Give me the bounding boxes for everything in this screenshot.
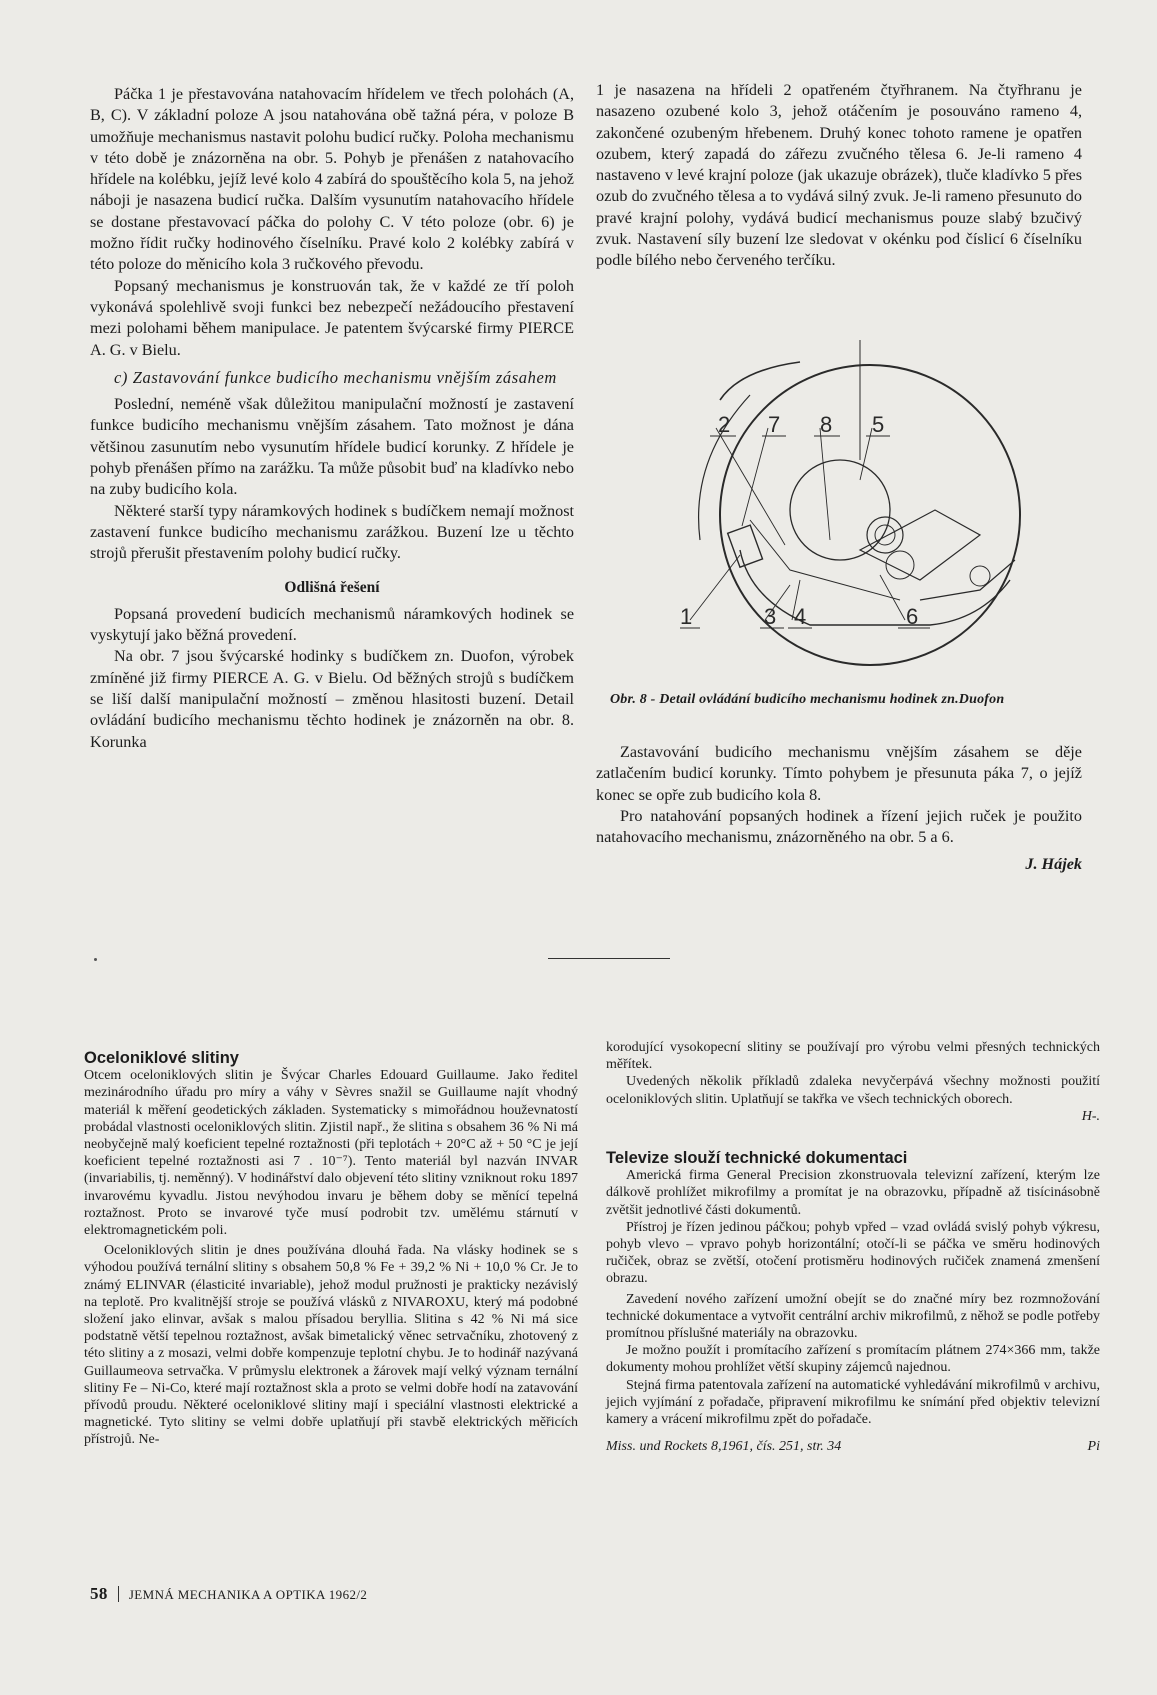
figure-label: 4 <box>794 604 807 629</box>
footer-divider <box>118 1586 119 1602</box>
article-oceloniklove-slitiny <box>84 1050 578 1449</box>
paragraph: 1 je nasazena na hřídeli 2 opatřeném čtyřhranem. Na čtyřhranu je nasazeno ozubené kolo 3, jehož otáčením je posouváno rameno 4, zakončené ozubeným hřebenem. Druhý konec tohoto ramene je opatřen ozubem, který zapadá do zářezu zvučného tělesa 6. Je-li rameno 4 nastaveno v levé krajní poloze (jak ukazuje obrázek), tluče kladívko 5 přes ozub do zvučného tělesa a to vydává silný zvuk. Je-li rameno přesunuto do pravé krajní polohy, vydává budicí mechanismus pouze slabý bzučivý zvuk. Nastavení síly buzení lze sledovat v okénku pod číslicí 6 číselníku podle bílého nebo červeného terčíku. <box>596 81 1082 270</box>
paragraph: Poslední, neméně však důležitou manipulační možností je zastavení funkce budicího mechanismu vnějším zásahem. Tato možnost je dána většinou zasunutím nebo vysunutím hřídele budicí korunky. Z hřídele je pohyb přenášen přímo na zarážku. Ta může působit buď na kladívko nebo na zuby budicího kola. <box>90 395 574 499</box>
figure-label: 7 <box>768 412 781 437</box>
paragraph: Některé starší typy náramkových hodinek s budíčkem nemají možnost zastavení funkce budicího mechanismu zarážkou. Buzení lze u těchto strojů přerušit přestavením polohy budicí ručky. <box>90 501 574 563</box>
page-number: 58 <box>90 1584 108 1603</box>
paragraph: Přístroj je řízen jedinou páčkou; pohyb vpřed – vzad ovládá svislý pohyb výkresu, pohyb vlevo – vpravo pohyb horizontální; otočí-li se páčka ve směru hodinových ručiček, obraz se zvětší, otočení protisměru hodinových ručiček znamená zmenšení obrazu. <box>606 1219 1100 1287</box>
figure-label: 1 <box>680 604 693 629</box>
section-heading: c) Zastavování funkce budicího mechanismu vnějším zásahem <box>114 367 557 387</box>
signature: Pi <box>1087 1439 1100 1455</box>
article-title: Oceloniklové slitiny <box>84 1049 239 1067</box>
paragraph: Americká firma General Precision zkonstruovala televizní zařízení, kterým lze dálkově prohlížet mikrofilmy a promítat je na obrazovku, případně až tisícinásobně zvětšit jednotlivé části dokumentů. <box>606 1168 1100 1218</box>
paragraph: Stejná firma patentovala zařízení na automatické vyhledávání mikrofilmů v archivu, jejich vyjímání z pořadače, připravení mikrofilmu ke snímání před objektiv televizní kamery a vrácení mikrofilmu zpět do pořadače. <box>606 1377 1100 1428</box>
section-heading: Odlišná řešení <box>284 578 380 596</box>
figure-caption: Obr. 8 - Detail ovládání budicího mechanismu hodinek zn.Duofon <box>610 692 1005 707</box>
page-footer <box>90 1584 367 1604</box>
paragraph: Na obr. 7 jsou švýcarské hodinky s budíčkem zn. Duofon, výrobek zmíněné již firmy PIERCE A. G. v Bielu. Od běžných strojů s budíčkem se liší další manipulační možností – změnou hlasitosti buzení. Detail ovládání budicího mechanismu těchto hodinek je znázorněn na obr. 8. Korunka <box>90 647 574 751</box>
left-column <box>90 84 574 753</box>
figure-8-diagram <box>680 340 1080 680</box>
watch-mechanism-drawing <box>680 340 1080 680</box>
paragraph: Oceloniklových slitin je dnes používána dlouhá řada. Na vlásky hodinek se s výhodou používá ternální slitiny s obsahem 50,8 % Fe + 39,2 % Ni + 10,0 % Cr. Je to známý ELINVAR (élasticité invariable), jehož modul pružnosti je prakticky nezávislý na teplotě. Pro kvalitnější stroje se používá vlásků z NIVAROXU, který má podobné složení jako elinvar, avšak s malou přísadou beryllia. Slitina s 42 % Ni má sice podstatně větší tepelnou roztažnost, avšak bimetalický věnec setrvačníku, zhotovený z této slitiny a z mosazi, velmi dobře kompenzuje teplotní chybu. Je to hodinář nazývaná Guillaumeova setrvačka. V průmyslu elektronek a žárovek mají velký význam ternální slitiny Fe – Ni-Co, které mají roztažnost skla a proto se velmi dobře hodí na zatavování přívodů proudu. Některé oceloniklové slitiny mají i speciální vlastnosti elektrické a magnetické. Tyto slitiny se velmi dobře uplatňují při stavbě elektrických měřicích přístrojů. Ne- <box>84 1243 578 1448</box>
journal-name: JEMNÁ MECHANIKA A OPTIKA 1962/2 <box>128 1587 368 1602</box>
figure-label: 5 <box>872 412 885 437</box>
article-title: Televize slouží technické dokumentaci <box>606 1149 908 1167</box>
signature: H-. <box>1081 1108 1100 1124</box>
right-column-bottom <box>596 742 1082 876</box>
paragraph: Je možno použít i promítacího zařízení s promítacím plátnem 274×366 mm, takže dokumenty mohou prohlížet větší skupiny zájemců najednou. <box>606 1343 1100 1376</box>
source-citation <box>606 1438 1100 1455</box>
paragraph: korodující vysokopecní slitiny se používají pro výrobu velmi přesných technických měřítek. <box>606 1040 1100 1073</box>
paragraph: Uvedených několik příkladů zdaleka nevyčerpává všechny možnosti použití oceloniklových slitin. Uplatňují se takřka ve všech technických oborech. <box>606 1074 1100 1107</box>
paragraph: Zavedení nového zařízení umožní obejít se do značné míry bez rozmnožování technické dokumentace a vytvořit centrální archiv mikrofilmů, z něhož se podle potřeby promítnou příslušné materiály na obrazovku. <box>606 1291 1100 1342</box>
figure-label: 3 <box>764 604 777 629</box>
paragraph: Pro natahování popsaných hodinek a řízení jejich ruček je použito natahovacího mechanismu, znázorněného na obr. 5 a 6. <box>596 806 1082 847</box>
article-oceloniklove-slitiny-continued <box>606 1039 1100 1125</box>
citation-text: Miss. und Rockets 8,1961, čís. 251, str. 34 <box>606 1439 842 1455</box>
paragraph: Páčka 1 je přestavována natahovacím hřídelem ve třech polohách (A, B, C). V základní poloze A jsou natahována obě tažná péra, v poloze B umožňuje mechanismus nastavit polohu budicí ručky. Poloha mechanismu v této době je znázorněna na obr. 5. Pohyb je přenášen z natahovacího hřídele na kolébku, jejíž levé kolo 4 zabírá do spouštěcího kola 5, na jehož náboji je nasazena budicí ručka. Dalším vysunutím natahovacího hřídele se dostane přestavovací páčka do polohy C. V této poloze (obr. 6) je možno řídit ručky hodinového číselníku. Pravé kolo 2 kolébky zabírá v této poloze do měnicího kola 3 ručkového převodu. <box>90 85 574 274</box>
separator-dot <box>94 958 97 961</box>
article-televize <box>606 1150 1100 1455</box>
figure-label: 2 <box>718 412 731 437</box>
paragraph: Popsaná provedení budicích mechanismů náramkových hodinek se vyskytují jako běžná provedení. <box>90 604 574 645</box>
figure-label: 8 <box>820 412 833 437</box>
figure-label: 6 <box>906 604 919 629</box>
paragraph: Zastavování budicího mechanismu vnějším zásahem se děje zatlačením budicí korunky. Tímto pohybem je přesunuta páka 7, o jejíž konec se opře zub budicího kola 8. <box>596 743 1082 804</box>
right-column-top <box>596 80 1082 272</box>
author-signature: J. Hájek <box>1025 855 1082 874</box>
paragraph: Popsaný mechanismus je konstruován tak, že v každé ze tří poloh vykonává spolehlivě svoji funkci bez nebezpečí nežádoucího přestavení mezi polohami během manipulace. Je patentem švýcarské firmy PIERCE A. G. v Bielu. <box>90 276 574 359</box>
paragraph: Otcem oceloniklových slitin je Švýcar Charles Edouard Guillaume. Jako ředitel mezinárodního úřadu pro míry a váhy v Sèvres snažil se Guillaume najít vhodný materiál k měření geodetických základen. Systematicky s mimořádnou houževnatostí probádal vlastnosti oceloniklových slitin. Zjistil např., že slitina s obsahem 36 % Ni má neobyčejně malý koeficient tepelné roztažnosti (při teplotách + 20°C až + 50 °C je její koeficient tepelné roztažnosti asi 7 . 10⁻⁷). Tento materiál byl nazván INVAR (invariabilis, tj. neměnný). V hodinářství dalo objevení této slitiny vzniknout roku 1897 invarovému kyvadlu. Jistou nevýhodou invaru je během doby se měnící tepelná roztažnost. Proto se invarové tyče musí podrobit tzv. umělému stárnutí v elektromagnetickém poli. <box>84 1068 578 1239</box>
separator-rule <box>548 958 670 959</box>
